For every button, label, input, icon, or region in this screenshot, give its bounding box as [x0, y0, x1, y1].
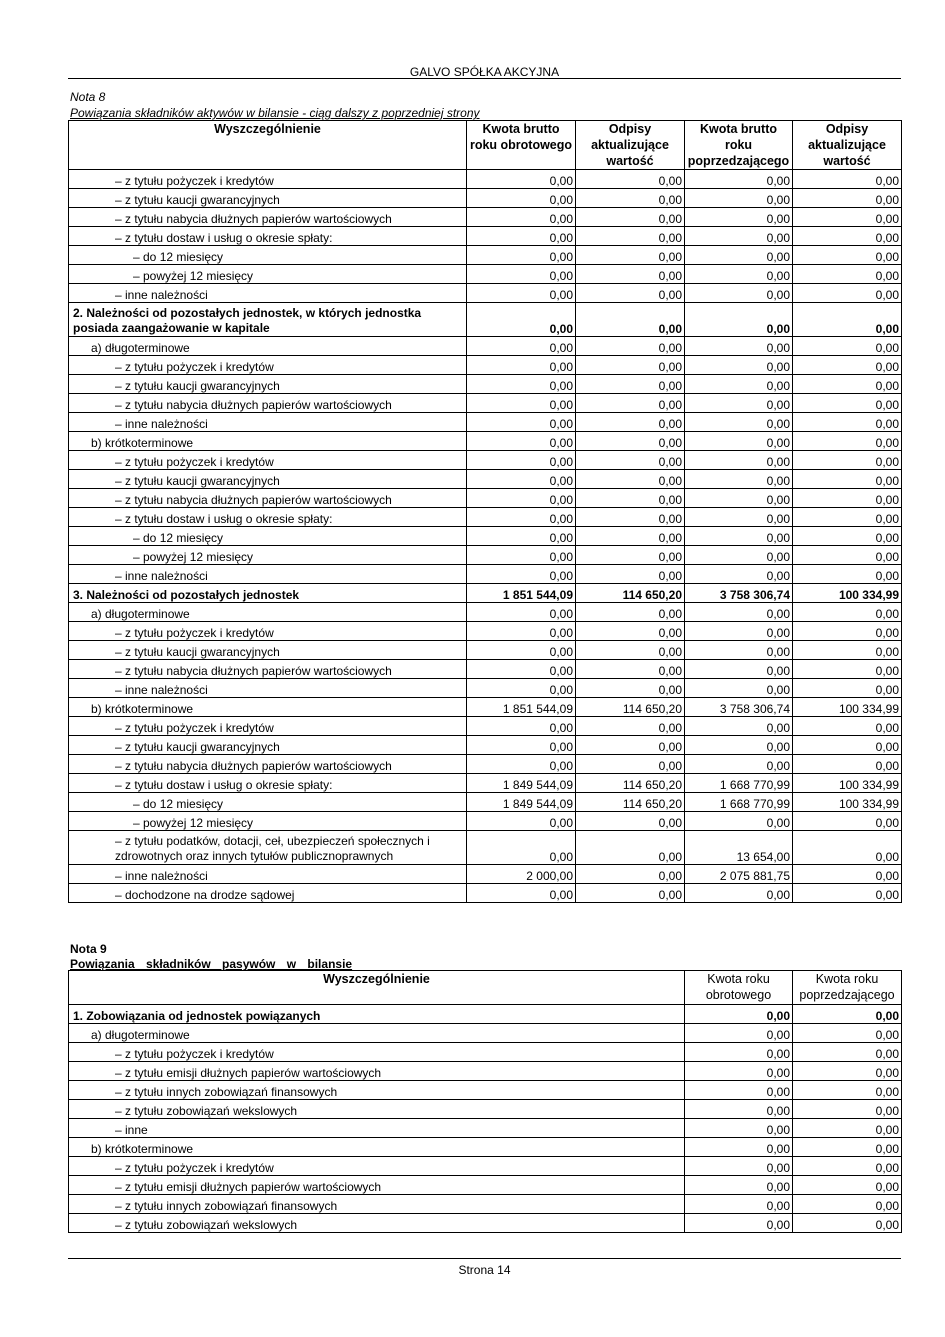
row-value: 0,00: [467, 622, 576, 641]
row-value: 0,00: [793, 508, 902, 527]
row-value: 0,00: [576, 508, 685, 527]
row-value: 0,00: [793, 736, 902, 755]
row-value: 0,00: [685, 884, 793, 903]
row-label: a) długoterminowe: [69, 337, 467, 356]
row-value: 0,00: [467, 303, 576, 337]
row-value: 0,00: [576, 470, 685, 489]
row-value: 0,00: [467, 527, 576, 546]
row-value: 0,00: [685, 356, 793, 375]
row-value: 0,00: [576, 303, 685, 337]
row-value: 0,00: [685, 1119, 793, 1138]
row-value: 0,00: [685, 812, 793, 831]
row-value: 0,00: [793, 812, 902, 831]
row-value: 0,00: [576, 603, 685, 622]
row-value: 0,00: [793, 246, 902, 265]
row-value: 0,00: [685, 208, 793, 227]
row-value: 0,00: [467, 565, 576, 584]
nota8-table-row: [69, 603, 902, 622]
row-value: 0,00: [793, 641, 902, 660]
nota8-title: Nota 8: [70, 90, 106, 104]
row-value: 0,00: [793, 603, 902, 622]
row-value: 0,00: [793, 1062, 902, 1081]
nota9-table-row: [69, 1214, 902, 1233]
row-value: 0,00: [467, 641, 576, 660]
row-value: 0,00: [793, 1005, 902, 1024]
row-value: 0,00: [685, 1062, 793, 1081]
row-value: 0,00: [685, 527, 793, 546]
row-value: 0,00: [793, 565, 902, 584]
row-value: 0,00: [576, 356, 685, 375]
row-value: 0,00: [793, 1100, 902, 1119]
row-value: 0,00: [685, 565, 793, 584]
nota8-table-row: [69, 812, 902, 831]
row-value: 0,00: [685, 1195, 793, 1214]
row-value: 0,00: [793, 1119, 902, 1138]
row-value: 0,00: [685, 1005, 793, 1024]
nota8-table-row: [69, 375, 902, 394]
row-value: 0,00: [685, 508, 793, 527]
row-value: 0,00: [467, 413, 576, 432]
row-label: – z tytułu podatków, dotacji, ceł, ubezpieczeń społecznych i zdrowotnych oraz innych tytułów publicznoprawnych: [69, 831, 467, 865]
row-value: 0,00: [685, 1176, 793, 1195]
row-value: 0,00: [467, 717, 576, 736]
row-value: 0,00: [685, 1138, 793, 1157]
row-value: 0,00: [793, 679, 902, 698]
nota9-col-header: Kwota roku obrotowego: [685, 971, 793, 1005]
row-value: 0,00: [467, 432, 576, 451]
nota8-header-row: [69, 121, 902, 170]
row-value: 100 334,99: [793, 793, 902, 812]
row-value: 0,00: [793, 337, 902, 356]
row-value: 0,00: [685, 641, 793, 660]
row-value: 0,00: [685, 1100, 793, 1119]
row-value: 0,00: [685, 413, 793, 432]
row-label: – z tytułu emisji dłużnych papierów wartościowych: [69, 1176, 685, 1195]
nota8-table-row: [69, 246, 902, 265]
row-value: 0,00: [576, 679, 685, 698]
row-value: 0,00: [467, 337, 576, 356]
row-value: 0,00: [467, 356, 576, 375]
row-value: 0,00: [467, 679, 576, 698]
row-value: 0,00: [685, 451, 793, 470]
nota9-table-row: [69, 1176, 902, 1195]
row-value: 0,00: [576, 812, 685, 831]
row-label: – z tytułu pożyczek i kredytów: [69, 1157, 685, 1176]
row-value: 0,00: [467, 546, 576, 565]
row-value: 0,00: [467, 375, 576, 394]
row-value: 0,00: [685, 470, 793, 489]
row-label: – z tytułu kaucji gwarancyjnych: [69, 736, 467, 755]
nota8-table-row: [69, 451, 902, 470]
row-value: 0,00: [793, 284, 902, 303]
nota9-table-row: [69, 1024, 902, 1043]
row-value: 0,00: [467, 451, 576, 470]
row-label: – z tytułu nabycia dłużnych papierów wartościowych: [69, 489, 467, 508]
row-value: 0,00: [685, 660, 793, 679]
row-value: 1 849 544,09: [467, 774, 576, 793]
nota9-header-row: [69, 971, 902, 1005]
row-label: – z tytułu dostaw i usług o okresie spłaty:: [69, 774, 467, 793]
row-value: 0,00: [685, 679, 793, 698]
row-value: 0,00: [576, 189, 685, 208]
row-value: 0,00: [685, 1214, 793, 1233]
row-label: b) krótkoterminowe: [69, 698, 467, 717]
row-value: 3 758 306,74: [685, 584, 793, 603]
row-label: – powyżej 12 miesięcy: [69, 546, 467, 565]
row-value: 0,00: [467, 394, 576, 413]
row-label: – dochodzone na drodze sądowej: [69, 884, 467, 903]
header-divider: [68, 78, 901, 79]
row-value: 0,00: [576, 394, 685, 413]
nota9-table: [68, 970, 902, 1233]
row-value: 0,00: [467, 246, 576, 265]
row-value: 100 334,99: [793, 584, 902, 603]
row-value: 0,00: [576, 227, 685, 246]
row-value: 0,00: [793, 451, 902, 470]
row-value: 0,00: [793, 208, 902, 227]
row-label: – do 12 miesięcy: [69, 527, 467, 546]
row-value: 0,00: [685, 246, 793, 265]
row-value: 0,00: [685, 1024, 793, 1043]
nota8-table-row: [69, 793, 902, 812]
row-value: 0,00: [685, 1043, 793, 1062]
row-value: 0,00: [576, 736, 685, 755]
nota8-table-row: [69, 170, 902, 189]
row-label: 1. Zobowiązania od jednostek powiązanych: [69, 1005, 685, 1024]
row-value: 0,00: [793, 489, 902, 508]
row-value: 1 668 770,99: [685, 793, 793, 812]
row-value: 0,00: [467, 660, 576, 679]
nota8-table: [68, 120, 902, 903]
row-label: 3. Należności od pozostałych jednostek: [69, 584, 467, 603]
row-label: – z tytułu innych zobowiązań finansowych: [69, 1081, 685, 1100]
row-label: – z tytułu nabycia dłużnych papierów wartościowych: [69, 660, 467, 679]
row-label: – z tytułu zobowiązań wekslowych: [69, 1100, 685, 1119]
row-value: 0,00: [793, 170, 902, 189]
row-value: 0,00: [685, 394, 793, 413]
row-value: 0,00: [685, 170, 793, 189]
nota8-table-row: [69, 208, 902, 227]
row-value: 0,00: [685, 375, 793, 394]
row-label: – z tytułu nabycia dłużnych papierów wartościowych: [69, 208, 467, 227]
nota9-table-row: [69, 1138, 902, 1157]
row-value: 0,00: [793, 831, 902, 865]
row-label: – z tytułu pożyczek i kredytów: [69, 170, 467, 189]
nota8-table-row: [69, 622, 902, 641]
row-label: – z tytułu kaucji gwarancyjnych: [69, 470, 467, 489]
row-value: 0,00: [467, 603, 576, 622]
row-label: – powyżej 12 miesięcy: [69, 812, 467, 831]
row-label: – z tytułu kaucji gwarancyjnych: [69, 189, 467, 208]
nota9-table-row: [69, 1195, 902, 1214]
company-header: GALVO SPÓŁKA AKCYJNA: [409, 65, 560, 79]
row-value: 100 334,99: [793, 698, 902, 717]
nota9-table-row: [69, 1081, 902, 1100]
row-value: 0,00: [793, 1138, 902, 1157]
row-value: 0,00: [685, 489, 793, 508]
row-label: – z tytułu pożyczek i kredytów: [69, 717, 467, 736]
row-value: 0,00: [793, 660, 902, 679]
row-label: – do 12 miesięcy: [69, 793, 467, 812]
row-label: – z tytułu dostaw i usług o okresie spłaty:: [69, 508, 467, 527]
nota8-table-row: [69, 527, 902, 546]
nota8-table-row: [69, 884, 902, 903]
row-value: 0,00: [467, 489, 576, 508]
row-value: 0,00: [576, 170, 685, 189]
row-value: 0,00: [793, 1214, 902, 1233]
nota9-table-row: [69, 1157, 902, 1176]
row-value: 114 650,20: [576, 584, 685, 603]
row-label: – z tytułu pożyczek i kredytów: [69, 622, 467, 641]
nota8-subtitle: Powiązania składników aktywów w bilansie - ciąg dalszy z poprzedniej strony: [70, 106, 480, 120]
row-value: 0,00: [793, 394, 902, 413]
row-value: 0,00: [793, 755, 902, 774]
row-value: 3 758 306,74: [685, 698, 793, 717]
nota8-table-row: [69, 265, 902, 284]
nota8-col-header: Kwota brutto roku obrotowego: [467, 121, 576, 170]
nota8-col-header: Kwota brutto roku poprzedzającego: [685, 121, 793, 170]
row-value: 0,00: [793, 265, 902, 284]
row-value: 0,00: [685, 265, 793, 284]
page-number: Strona 14: [458, 1263, 511, 1277]
row-value: 0,00: [793, 1081, 902, 1100]
row-label: b) krótkoterminowe: [69, 432, 467, 451]
row-value: 0,00: [576, 489, 685, 508]
row-value: 0,00: [685, 189, 793, 208]
row-value: 0,00: [467, 755, 576, 774]
row-value: 0,00: [576, 246, 685, 265]
row-value: 0,00: [685, 736, 793, 755]
nota8-table-row: [69, 774, 902, 793]
row-label: – z tytułu emisji dłużnych papierów wartościowych: [69, 1062, 685, 1081]
row-label: – do 12 miesięcy: [69, 246, 467, 265]
row-value: 0,00: [685, 546, 793, 565]
row-value: 0,00: [576, 831, 685, 865]
row-value: 114 650,20: [576, 774, 685, 793]
nota8-table-row: [69, 284, 902, 303]
row-value: 0,00: [793, 546, 902, 565]
row-value: 0,00: [467, 736, 576, 755]
nota8-table-row: [69, 546, 902, 565]
row-value: 0,00: [793, 432, 902, 451]
row-value: 0,00: [467, 884, 576, 903]
row-value: 0,00: [576, 546, 685, 565]
nota9-table-row: [69, 1119, 902, 1138]
row-label: a) długoterminowe: [69, 603, 467, 622]
nota8-table-row: [69, 660, 902, 679]
nota8-table-row: [69, 679, 902, 698]
nota9-col-header: Wyszczególnienie: [69, 971, 685, 1005]
nota8-table-row: [69, 717, 902, 736]
row-value: 1 849 544,09: [467, 793, 576, 812]
nota8-table-row: [69, 489, 902, 508]
row-value: 0,00: [793, 717, 902, 736]
row-value: 0,00: [793, 884, 902, 903]
nota8-table-row: [69, 227, 902, 246]
row-value: 0,00: [467, 470, 576, 489]
row-value: 0,00: [576, 265, 685, 284]
row-value: 0,00: [793, 527, 902, 546]
row-value: 0,00: [576, 337, 685, 356]
row-value: 0,00: [467, 508, 576, 527]
row-value: 0,00: [467, 227, 576, 246]
nota8-table-row: [69, 394, 902, 413]
row-value: 0,00: [576, 865, 685, 884]
nota8-table-row: [69, 736, 902, 755]
row-value: 0,00: [467, 170, 576, 189]
row-value: 0,00: [793, 303, 902, 337]
row-label: – z tytułu kaucji gwarancyjnych: [69, 641, 467, 660]
row-label: b) krótkoterminowe: [69, 1138, 685, 1157]
row-value: 0,00: [467, 189, 576, 208]
row-value: 0,00: [576, 432, 685, 451]
row-value: 0,00: [793, 1157, 902, 1176]
row-label: – z tytułu pożyczek i kredytów: [69, 1043, 685, 1062]
row-value: 0,00: [576, 622, 685, 641]
nota8-table-row: [69, 641, 902, 660]
row-label: 2. Należności od pozostałych jednostek, w których jednostka posiada zaangażowanie w kapitale: [69, 303, 467, 337]
row-value: 2 075 881,75: [685, 865, 793, 884]
nota8-table-row: [69, 470, 902, 489]
row-value: 13 654,00: [685, 831, 793, 865]
row-value: 0,00: [685, 622, 793, 641]
row-value: 0,00: [793, 1043, 902, 1062]
row-value: 0,00: [793, 470, 902, 489]
row-value: 0,00: [576, 375, 685, 394]
nota8-table-row: [69, 432, 902, 451]
row-value: 0,00: [793, 622, 902, 641]
row-value: 0,00: [793, 189, 902, 208]
row-value: 0,00: [576, 284, 685, 303]
row-value: 0,00: [576, 451, 685, 470]
nota8-table-row: [69, 755, 902, 774]
nota8-table-row: [69, 189, 902, 208]
row-value: 0,00: [685, 432, 793, 451]
nota9-table-row: [69, 1043, 902, 1062]
nota8-table-row: [69, 337, 902, 356]
row-value: 0,00: [685, 337, 793, 356]
nota8-table-row: [69, 508, 902, 527]
row-value: 0,00: [576, 717, 685, 736]
row-label: – z tytułu innych zobowiązań finansowych: [69, 1195, 685, 1214]
row-value: 0,00: [793, 413, 902, 432]
nota8-table-row: [69, 413, 902, 432]
row-label: – z tytułu nabycia dłużnych papierów wartościowych: [69, 755, 467, 774]
row-value: 0,00: [685, 227, 793, 246]
nota8-table-row: [69, 831, 902, 865]
nota9-table-row: [69, 1062, 902, 1081]
row-value: 0,00: [467, 284, 576, 303]
row-label: – z tytułu zobowiązań wekslowych: [69, 1214, 685, 1233]
row-label: a) długoterminowe: [69, 1024, 685, 1043]
row-value: 0,00: [685, 1081, 793, 1100]
nota8-table-row: [69, 303, 902, 337]
row-value: 0,00: [685, 717, 793, 736]
row-value: 0,00: [793, 375, 902, 394]
nota8-table-row: [69, 356, 902, 375]
row-label: – z tytułu kaucji gwarancyjnych: [69, 375, 467, 394]
row-value: 100 334,99: [793, 774, 902, 793]
row-label: – inne należności: [69, 413, 467, 432]
nota8-col-header: Wyszczególnienie: [69, 121, 467, 170]
row-value: 0,00: [685, 755, 793, 774]
row-label: – inne należności: [69, 565, 467, 584]
row-value: 1 851 544,09: [467, 698, 576, 717]
nota8-table-row: [69, 698, 902, 717]
row-value: 0,00: [576, 413, 685, 432]
row-value: 0,00: [467, 831, 576, 865]
row-value: 0,00: [685, 1157, 793, 1176]
row-label: – z tytułu pożyczek i kredytów: [69, 451, 467, 470]
row-value: 1 668 770,99: [685, 774, 793, 793]
nota9-col-header: Kwota roku poprzedzającego: [793, 971, 902, 1005]
row-value: 0,00: [576, 660, 685, 679]
row-value: 1 851 544,09: [467, 584, 576, 603]
row-value: 114 650,20: [576, 793, 685, 812]
row-value: 0,00: [685, 303, 793, 337]
nota8-table-row: [69, 865, 902, 884]
row-value: 0,00: [467, 208, 576, 227]
row-value: 0,00: [793, 1024, 902, 1043]
row-label: – powyżej 12 miesięcy: [69, 265, 467, 284]
row-value: 0,00: [576, 884, 685, 903]
row-value: 0,00: [793, 356, 902, 375]
row-value: 0,00: [576, 527, 685, 546]
row-label: – z tytułu nabycia dłużnych papierów wartościowych: [69, 394, 467, 413]
nota8-col-header: Odpisy aktualizujące wartość: [576, 121, 685, 170]
nota8-table-row: [69, 584, 902, 603]
row-value: 0,00: [576, 208, 685, 227]
row-label: – z tytułu dostaw i usług o okresie spłaty:: [69, 227, 467, 246]
row-value: 0,00: [793, 227, 902, 246]
nota9-table-row: [69, 1005, 902, 1024]
row-label: – inne należności: [69, 679, 467, 698]
row-label: – inne należności: [69, 284, 467, 303]
row-label: – inne należności: [69, 865, 467, 884]
row-value: 0,00: [793, 1176, 902, 1195]
row-value: 2 000,00: [467, 865, 576, 884]
nota9-table-row: [69, 1100, 902, 1119]
row-label: – z tytułu pożyczek i kredytów: [69, 356, 467, 375]
row-value: 114 650,20: [576, 698, 685, 717]
nota8-col-header: Odpisy aktualizujące wartość: [793, 121, 902, 170]
row-value: 0,00: [793, 865, 902, 884]
nota9-subtitle: Powiązania składników pasywów w bilansie: [70, 957, 353, 971]
row-value: 0,00: [467, 812, 576, 831]
footer-divider: [68, 1258, 901, 1259]
row-value: 0,00: [685, 284, 793, 303]
row-value: 0,00: [576, 641, 685, 660]
row-value: 0,00: [467, 265, 576, 284]
row-value: 0,00: [685, 603, 793, 622]
row-label: – inne: [69, 1119, 685, 1138]
row-value: 0,00: [576, 565, 685, 584]
nota8-table-row: [69, 565, 902, 584]
nota9-title: Nota 9: [70, 942, 107, 956]
row-value: 0,00: [793, 1195, 902, 1214]
row-value: 0,00: [576, 755, 685, 774]
